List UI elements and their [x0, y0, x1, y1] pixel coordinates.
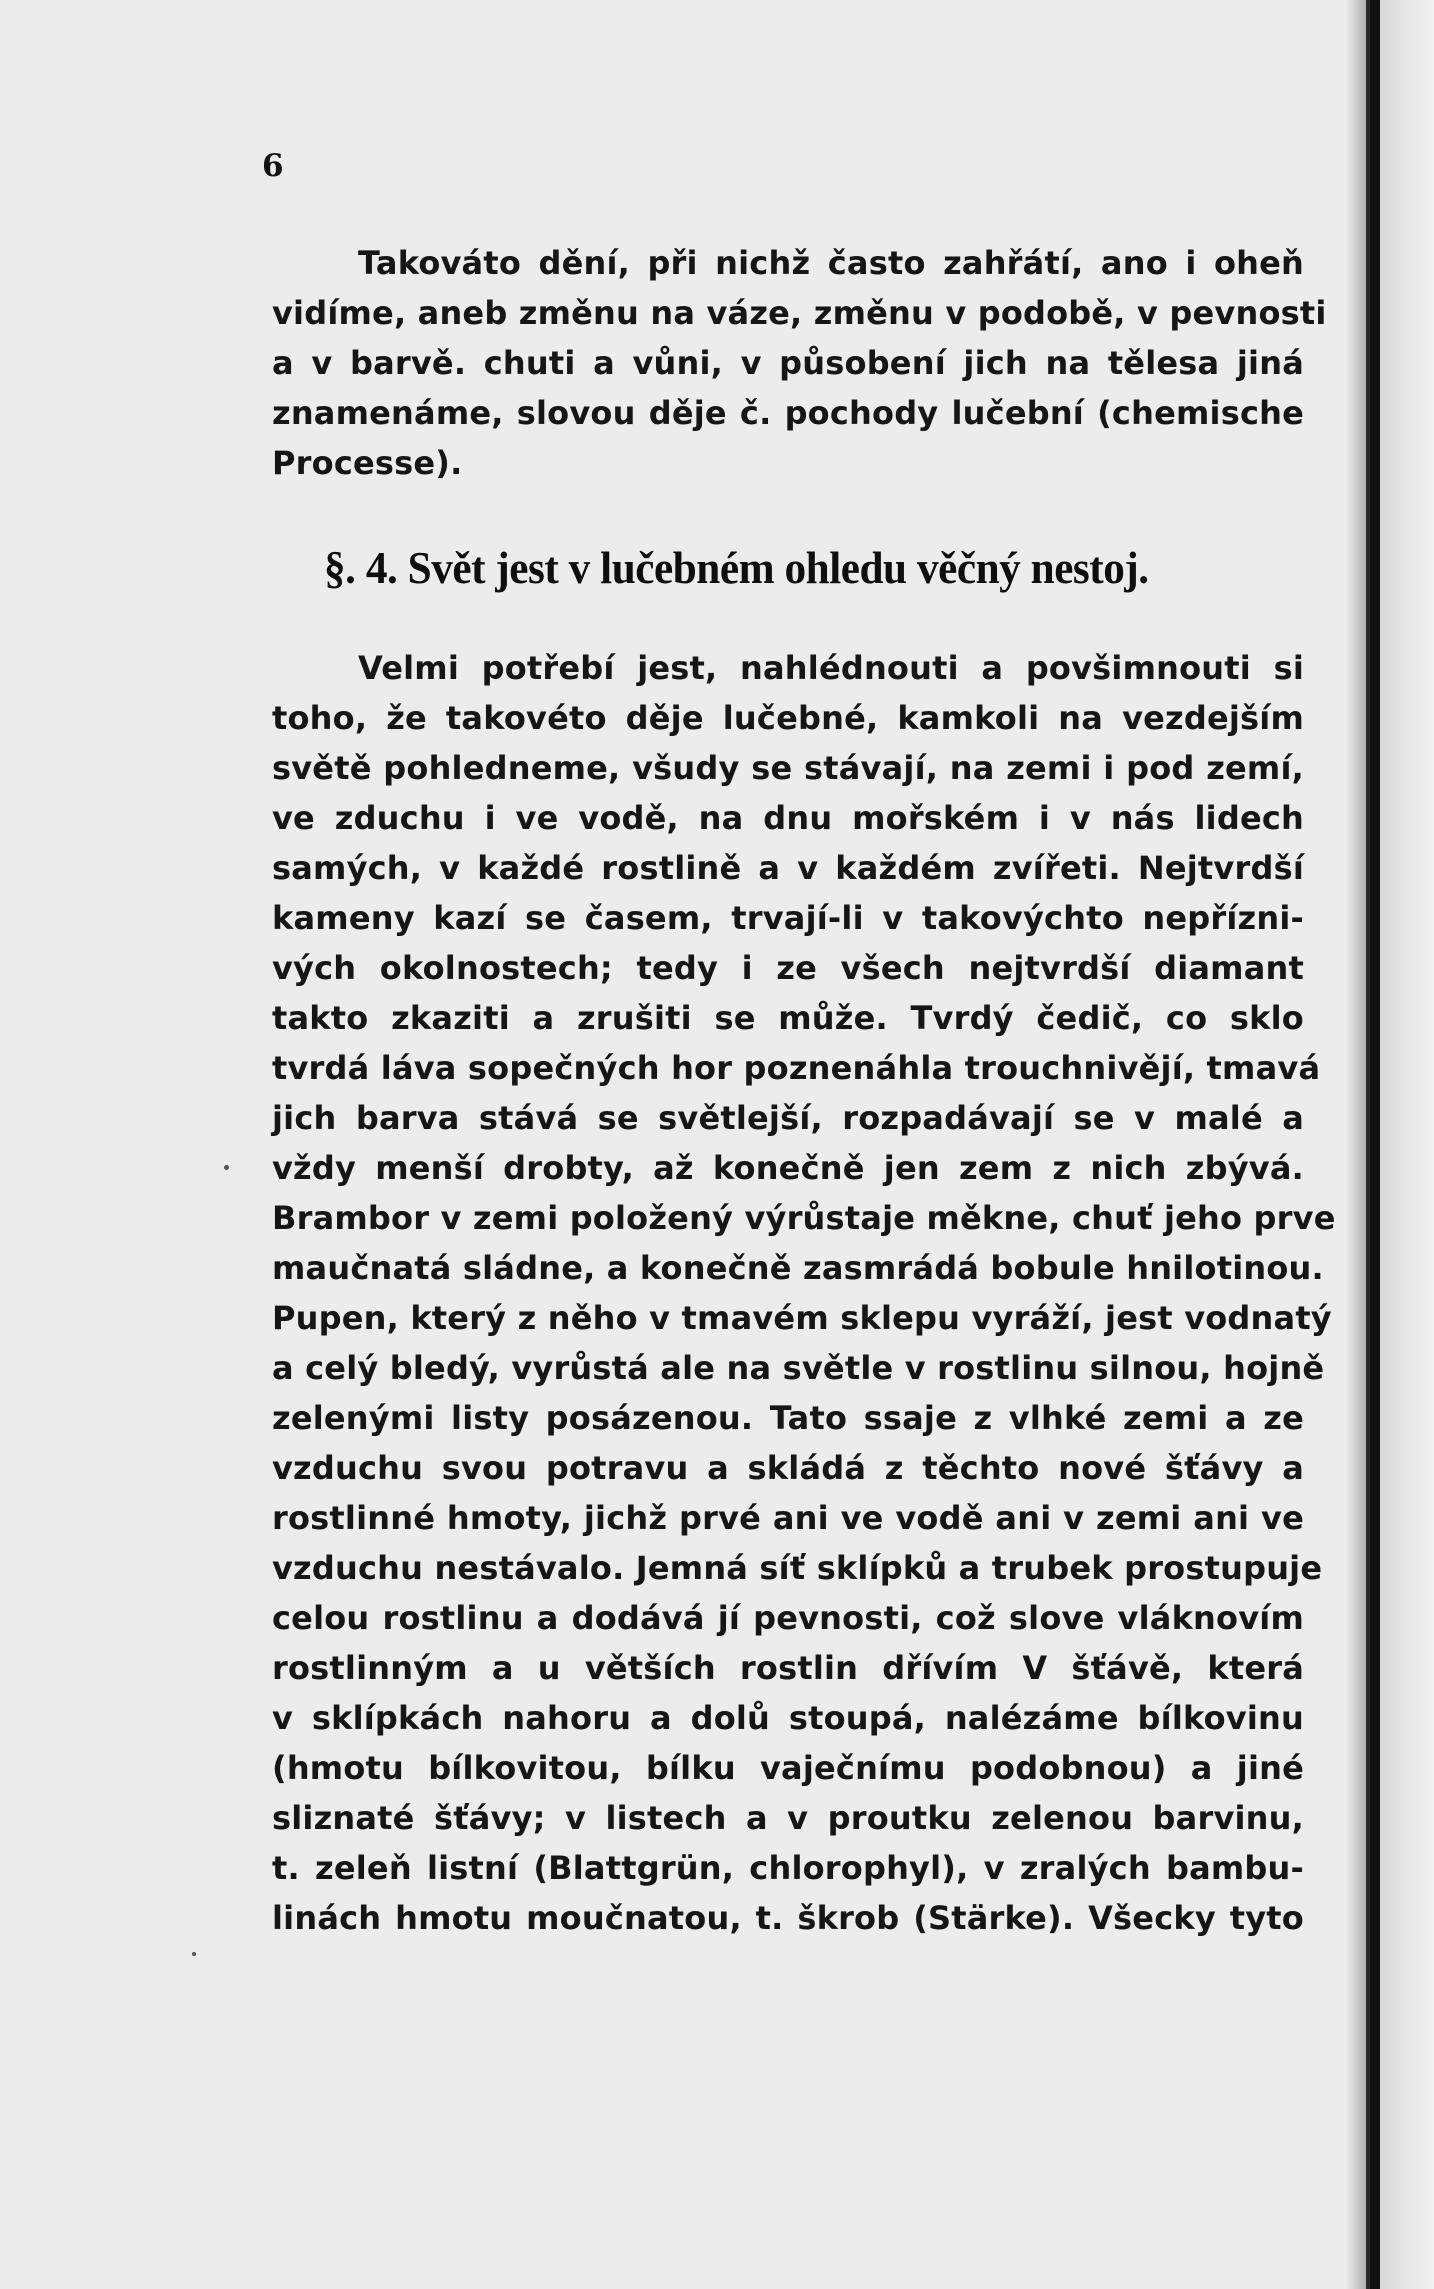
- text-line: ve zduchu i ve vodě, na dnu mořském i v nás lidech: [272, 799, 1304, 837]
- text-line: Brambor v zemi položený výrůstaje měkne, chuť jeho prve: [272, 1199, 1336, 1237]
- scan-speck: [224, 1165, 229, 1170]
- text-line: Velmi potřebí jest, nahlédnouti a povšimnouti si: [358, 649, 1304, 687]
- text-line: vých okolnostech; tedy i ze všech nejtvrdší diamant: [272, 949, 1304, 987]
- next-page-sliver: [1380, 0, 1434, 2289]
- text-line: linách hmotu moučnatou, t. škrob (Stärke). Všecky tyto: [272, 1899, 1304, 1937]
- text-line: zelenými listy posázenou. Tato ssaje z vlhké zemi a ze: [272, 1399, 1304, 1437]
- text-line: celou rostlinu a dodává jí pevnosti, což slove vláknovím: [272, 1599, 1304, 1637]
- text-line: sliznaté šťávy; v listech a v proutku zelenou barvinu,: [272, 1799, 1304, 1837]
- text-line: v sklípkách nahoru a dolů stoupá, nalézáme bílkovinu: [272, 1699, 1304, 1737]
- text-line: vzduchu svou potravu a skládá z těchto nové šťávy a: [272, 1449, 1304, 1487]
- text-line: a v barvě. chuti a vůni, v působení jich na tělesa jiná: [272, 344, 1304, 382]
- page-number: 6: [262, 148, 284, 184]
- text-line: maučnatá sládne, a konečně zasmrádá bobule hnilotinou.: [272, 1249, 1324, 1287]
- text-line: takto zkaziti a zrušiti se může. Tvrdý čedič, co sklo: [272, 999, 1304, 1037]
- scan-speck: [192, 1952, 196, 1956]
- text-line: (hmotu bílkovitou, bílku vaječnímu podobnou) a jiné: [272, 1749, 1304, 1787]
- paragraph-1: [272, 238, 1327, 488]
- text-line: Pupen, který z něho v tmavém sklepu vyráží, jest vodnatý: [272, 1299, 1332, 1337]
- text-line: Processe).: [272, 444, 463, 482]
- text-line: vždy menší drobty, až konečně jen zem z nich zbývá.: [272, 1149, 1304, 1187]
- text-line: rostlinným a u větších rostlin dřívím V šťávě, která: [272, 1649, 1304, 1687]
- text-line: toho, že takovéto děje lučebné, kamkoli na vezdejším: [272, 699, 1304, 737]
- next-page-strip: [1370, 0, 1434, 2289]
- text-line: samých, v každé rostlině a v každém zvířeti. Nejtvrdší: [272, 849, 1304, 887]
- text-line: rostlinné hmoty, jichž prvé ani ve vodě ani v zemi ani ve: [272, 1499, 1304, 1537]
- text-line: kameny kazí se časem, trvají-li v takovýchto nepřízni-: [272, 899, 1304, 937]
- text-line: znamenáme, slovou děje č. pochody lučební (chemische: [272, 394, 1304, 432]
- text-line: t. zeleň listní (Blattgrün, chlorophyl), v zralých bambu-: [272, 1849, 1304, 1887]
- text-line: vidíme, aneb změnu na váze, změnu v podobě, v pevnosti: [272, 294, 1327, 332]
- section-heading: §. 4. Svět jest v lučebném ohledu věčný nestoj.: [324, 542, 1149, 593]
- text-line: Takováto dění, při nichž často zahřátí, ano i oheň: [358, 244, 1304, 282]
- text-line: a celý bledý, vyrůstá ale na světle v rostlinu silnou, hojně: [272, 1349, 1325, 1387]
- page-gutter-shadow: [1346, 0, 1366, 2289]
- text-line: světě pohledneme, všudy se stávají, na zemi i pod zemí,: [272, 749, 1304, 787]
- paragraph-2: [272, 643, 1336, 1943]
- text-line: vzduchu nestávalo. Jemná síť sklípků a trubek prostupuje: [272, 1549, 1323, 1587]
- text-line: jich barva stává se světlejší, rozpadávají se v malé a: [272, 1099, 1304, 1137]
- text-line: tvrdá láva sopečných hor poznenáhla trouchnivějí, tmavá: [272, 1049, 1321, 1087]
